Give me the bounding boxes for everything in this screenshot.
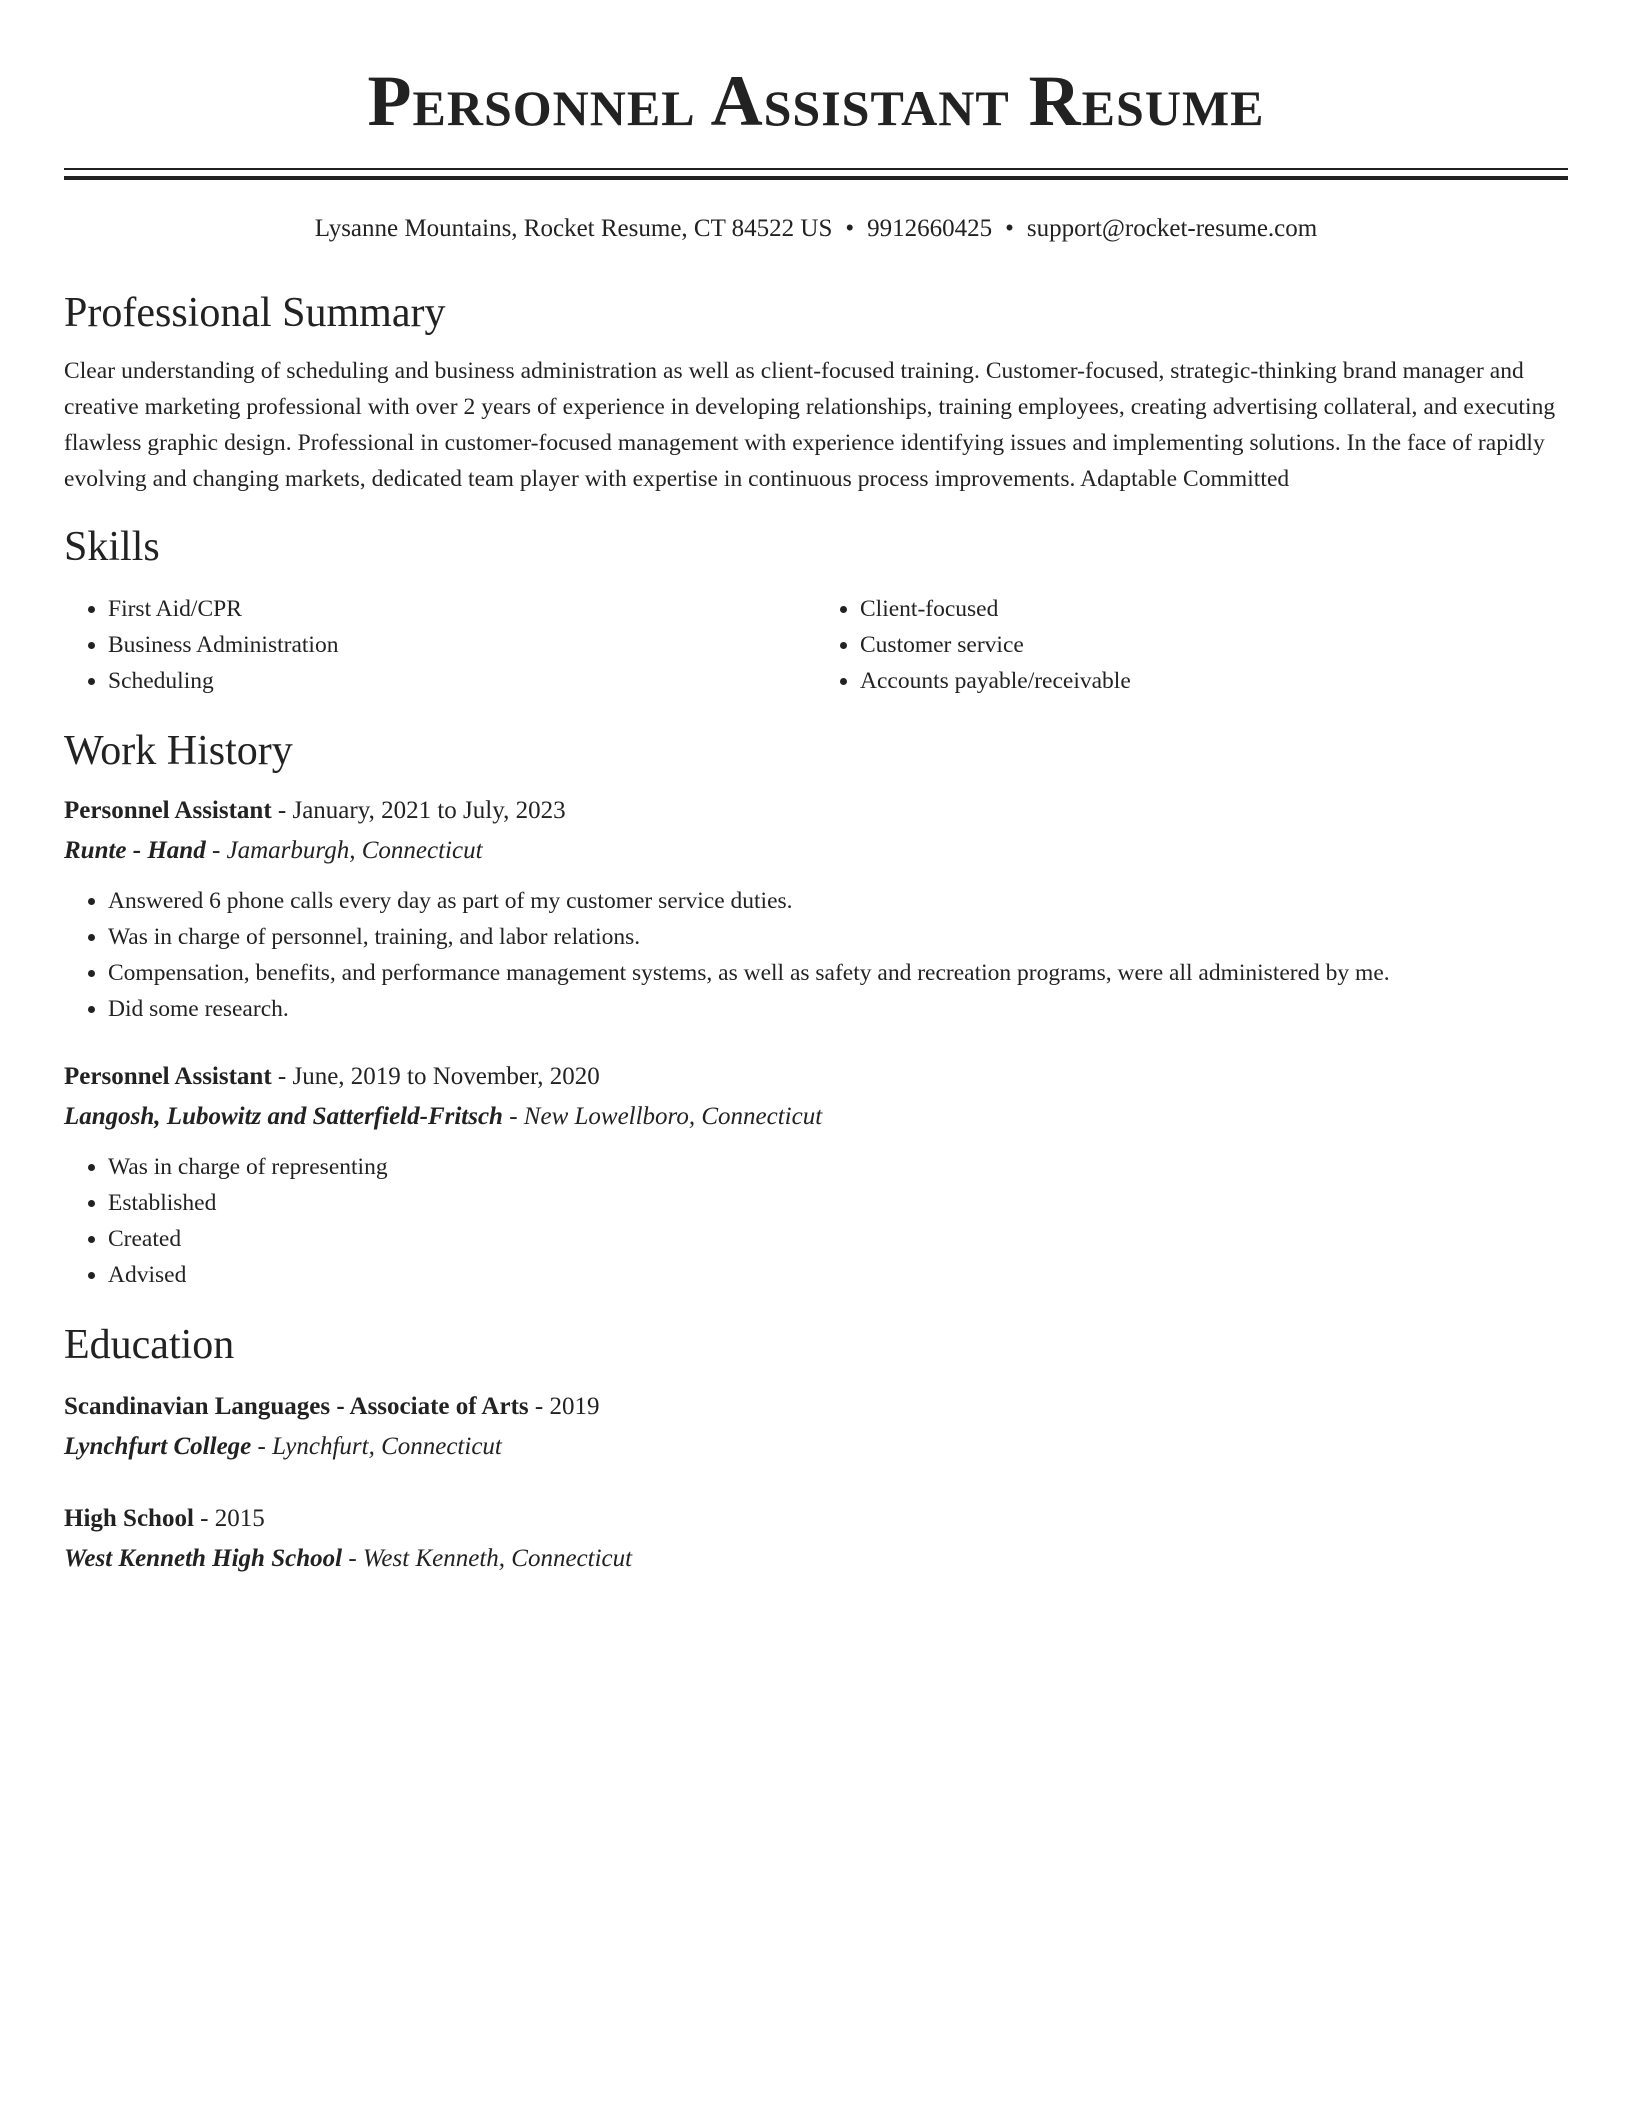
job-bullet: • Did some research. [108,991,1568,1027]
education-entry [64,1387,1568,1467]
education-school: West Kenneth High School [64,1545,343,1572]
title-divider-thin [64,168,1568,170]
resume-title: Personnel Assistant Resume [367,61,1265,141]
job-bullet: • Created [108,1221,1568,1257]
job-company: Langosh, Lubowitz and Satterfield-Fritsch [64,1103,503,1130]
job-dates: - June, 2019 to November, 2020 [271,1063,600,1090]
skills-list-right [816,591,1568,699]
education-section [64,1319,1568,1579]
education-heading: Education [64,1322,235,1368]
contact-separator: • [845,215,855,242]
summary-heading: Professional Summary [64,290,446,336]
job-bullet: • Compensation, benefits, and performance management systems, as well as safety and recreation programs, were all administered by me. [108,955,1568,991]
contact-separator: • [1005,215,1014,242]
skill-item: • Accounts payable/receivable [860,663,1568,699]
title-divider-thick [64,176,1568,180]
education-school-line [64,1539,1568,1579]
job-company: Runte - Hand [64,837,206,864]
education-school: Lynchfurt College [64,1433,252,1460]
work-history-heading: Work History [64,728,293,774]
contact-email: support@rocket-resume.com [1026,215,1318,242]
education-degree: High School [64,1505,194,1532]
job-entry [64,1057,1568,1293]
job-bullet: • Was in charge of personnel, training, and labor relations. [108,919,1568,955]
job-bullet: • Was in charge of representing [108,1149,1568,1185]
job-dates: - January, 2021 to July, 2023 [271,797,566,824]
skill-item: • Business Administration [108,627,816,663]
job-entry [64,791,1568,1027]
skill-item: • Client-focused [860,591,1568,627]
education-degree: Scandinavian Languages - Associate of Arts [64,1393,529,1420]
skill-item: • Customer service [860,627,1568,663]
job-bullets [64,1149,1568,1293]
skill-item: • Scheduling [108,663,816,699]
education-entry [64,1499,1568,1579]
education-header [64,1387,1568,1427]
job-bullets [64,883,1568,1027]
contact-line [64,213,1568,245]
education-year: - 2015 [193,1505,265,1532]
summary-text: Clear understanding of scheduling and business administration as well as client-focused training. Customer-focused, strategic-thinking brand manager and creative marketing professional with over 2 years of experience in developing relationships, training employees, creating advertising collateral, and executing flawless graphic design. Professional in customer-focused management with experience identifying issues and implementing solutions. In the face of rapidly evolving and changing markets, dedicated team player with expertise in continuous process improvements. Adaptable Committed [64,358,1556,492]
job-bullet: • Established [108,1185,1568,1221]
job-header [64,791,1568,831]
job-title: Personnel Assistant [64,797,272,824]
job-bullet: • Answered 6 phone calls every day as part of my customer service duties. [108,883,1568,919]
education-school-line [64,1427,1568,1467]
contact-address: Lysanne Mountains, Rocket Resume, CT 84522 US [314,215,833,242]
education-location: - Lynchfurt, Connecticut [251,1433,502,1460]
skills-section [64,521,1568,699]
job-header [64,1057,1568,1097]
resume-page [64,0,1568,1579]
skill-item: • First Aid/CPR [108,591,816,627]
education-location: - West Kenneth, Connecticut [342,1545,633,1572]
education-year: - 2019 [528,1393,600,1420]
education-header [64,1499,1568,1539]
skills-list-left [64,591,816,699]
job-employer [64,831,1568,871]
skills-columns [64,591,1568,699]
job-bullet: • Advised [108,1257,1568,1293]
contact-phone: 9912660425 [867,215,993,242]
job-title: Personnel Assistant [64,1063,272,1090]
job-location: - Jamarburgh, Connecticut [205,837,483,864]
work-history-section [64,725,1568,1293]
skills-heading: Skills [64,524,160,570]
summary-section [64,287,1568,497]
job-location: - New Lowellboro, Connecticut [502,1103,823,1130]
job-employer [64,1097,1568,1137]
